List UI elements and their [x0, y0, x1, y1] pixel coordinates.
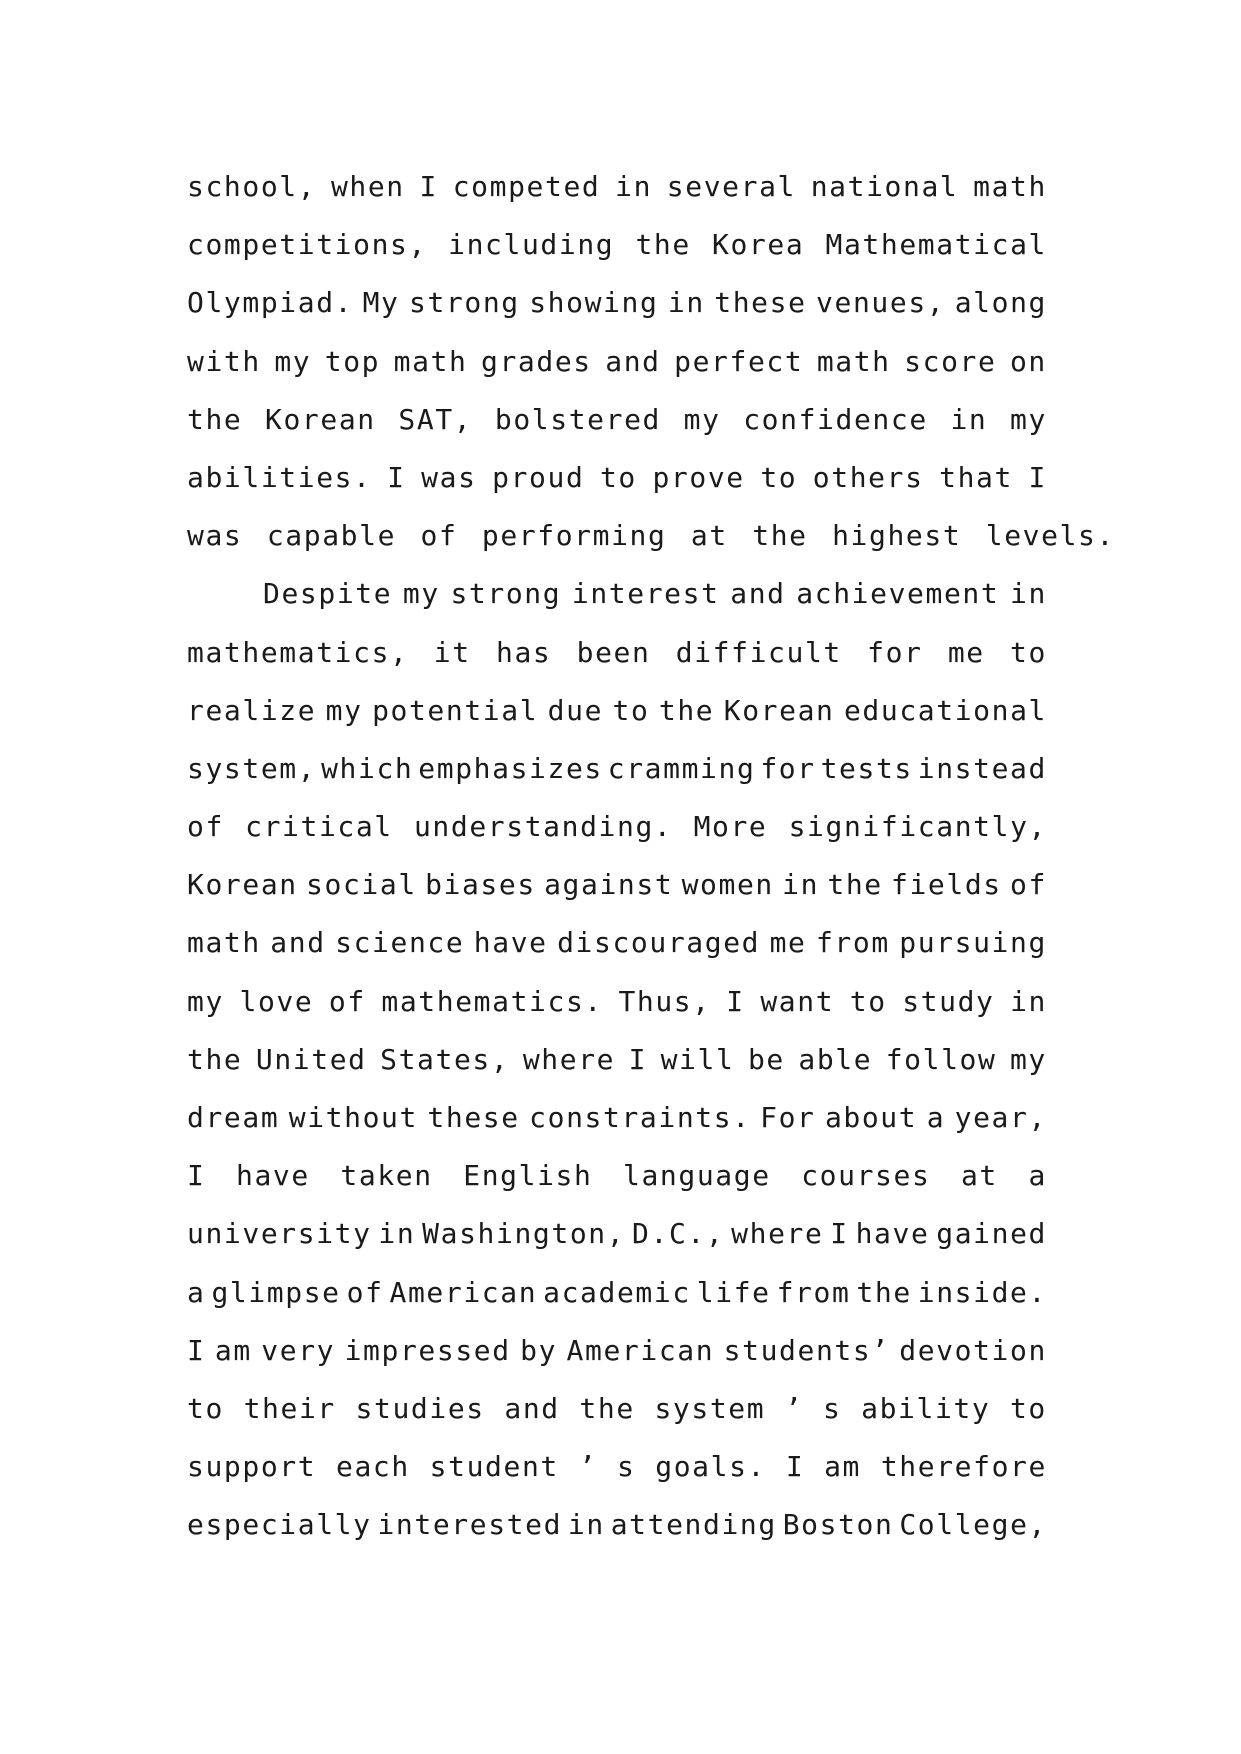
word: I	[419, 170, 438, 203]
word: s	[822, 1391, 842, 1425]
word: science	[335, 926, 465, 960]
word: my	[325, 693, 363, 727]
word: in	[667, 286, 705, 320]
word: the	[187, 1042, 243, 1076]
word: Despite	[263, 577, 393, 611]
word: and	[730, 577, 786, 611]
word: be	[747, 1042, 785, 1076]
word: their	[243, 1391, 336, 1425]
word: Thus,	[618, 984, 711, 1018]
word: support	[187, 1450, 317, 1484]
word: competitions,	[187, 228, 427, 262]
word: where	[522, 1042, 616, 1076]
word: study	[902, 984, 995, 1018]
word: have	[473, 926, 548, 960]
word: math	[187, 926, 261, 960]
word: will	[660, 1042, 735, 1076]
word: was	[421, 460, 477, 494]
word: have	[236, 1159, 310, 1193]
word: these	[714, 286, 807, 320]
word: achievement	[796, 577, 1000, 611]
word: in	[950, 402, 988, 436]
word: my	[683, 402, 721, 436]
word: I	[628, 1042, 648, 1076]
word: score	[904, 344, 997, 378]
word: follow	[885, 1042, 997, 1076]
word: about	[824, 1101, 918, 1134]
word: a	[187, 1275, 206, 1309]
word: mathematics.	[381, 984, 603, 1018]
word: am	[824, 1450, 862, 1484]
word: life	[696, 1275, 771, 1309]
word: from	[815, 926, 890, 960]
word: love	[239, 984, 314, 1018]
word: fields	[891, 868, 1002, 902]
word: gained	[936, 1217, 1047, 1251]
word: for	[867, 635, 923, 669]
word: D.C.,	[632, 1217, 725, 1251]
word: a	[1028, 1159, 1047, 1193]
text-line	[187, 1147, 1047, 1205]
text-line	[187, 1264, 1047, 1322]
word: mathematics,	[187, 635, 409, 669]
word: a	[926, 1101, 946, 1134]
word: where	[731, 1217, 824, 1251]
word: math	[973, 170, 1047, 203]
text-line	[187, 798, 1047, 856]
word: perfect	[674, 344, 804, 378]
word: want	[760, 984, 835, 1018]
text-line	[187, 1438, 1047, 1496]
word: the	[635, 228, 691, 262]
word: at	[960, 1159, 998, 1193]
word: school,	[187, 170, 317, 203]
word: Mathematical	[825, 228, 1047, 262]
word: therefore	[880, 1450, 1047, 1484]
word: educational	[843, 693, 1047, 727]
text-line: was capable of performing at the highest levels.	[187, 519, 1115, 553]
word: proud	[492, 460, 585, 494]
word: to	[849, 984, 887, 1018]
word: Washington,	[422, 1217, 626, 1251]
text-line	[187, 274, 1047, 332]
word: without	[288, 1101, 418, 1134]
word: national	[810, 170, 959, 203]
word: showing	[529, 286, 659, 320]
word: Korean	[187, 868, 298, 902]
word: interested	[377, 1508, 563, 1542]
word: My	[362, 286, 400, 320]
word: in	[615, 170, 653, 203]
word: and	[605, 344, 661, 378]
word: university	[187, 1217, 372, 1251]
text-line	[187, 1380, 1047, 1438]
word: interest	[571, 577, 720, 611]
word: SAT,	[398, 402, 473, 436]
word: my	[402, 577, 440, 611]
word: these	[427, 1101, 520, 1134]
word: devotion	[899, 1333, 1047, 1367]
word: Korean	[265, 402, 376, 436]
word: competed	[452, 170, 601, 203]
word: me	[947, 635, 985, 669]
word: discouraged	[557, 926, 761, 960]
word: to	[1009, 1391, 1047, 1425]
word: Korean	[723, 693, 835, 727]
text-line	[187, 740, 1047, 798]
word: academic	[543, 1275, 691, 1309]
word: biases	[425, 868, 536, 902]
word: United	[255, 1042, 367, 1076]
word: on	[1009, 344, 1047, 378]
text-line	[187, 624, 1047, 682]
word: top	[324, 344, 381, 378]
word: I	[1028, 460, 1047, 494]
word: grades	[480, 344, 592, 378]
word: when	[330, 170, 405, 203]
word: including	[448, 228, 615, 262]
word: to	[1010, 635, 1047, 669]
word: of	[346, 1275, 384, 1309]
word: the	[856, 1275, 912, 1309]
word: social	[306, 868, 417, 902]
word: along	[954, 286, 1047, 320]
word: my	[187, 984, 224, 1018]
word: and	[504, 1391, 560, 1425]
word: ’	[578, 1450, 598, 1484]
word: able	[798, 1042, 873, 1076]
word: tests	[820, 751, 913, 785]
text-line	[187, 333, 1047, 391]
word: that	[939, 460, 1013, 494]
word: due	[547, 693, 604, 727]
word: very	[261, 1333, 336, 1367]
word: cramming	[607, 751, 756, 785]
word: critical	[245, 810, 393, 844]
word: pursuing	[899, 926, 1047, 960]
word: in	[782, 868, 820, 902]
word: my	[274, 344, 312, 378]
word: I	[187, 1159, 206, 1193]
word: and	[270, 926, 326, 960]
word: to	[599, 460, 637, 494]
word: s	[616, 1450, 636, 1484]
word: confidence	[743, 402, 928, 436]
word: College,	[899, 1508, 1047, 1542]
text-line	[187, 682, 1047, 740]
word: which	[321, 751, 414, 785]
word: strong	[450, 577, 562, 611]
word: been	[576, 635, 651, 669]
word: significantly,	[788, 810, 1047, 844]
word: especially	[187, 1508, 372, 1542]
word: instead	[917, 751, 1047, 785]
word: attending	[610, 1508, 777, 1542]
word: has	[495, 635, 552, 669]
word: Korea	[712, 228, 805, 262]
text-line	[187, 973, 1047, 1031]
word: emphasizes	[418, 751, 603, 785]
word: prove	[652, 460, 745, 494]
word: difficult	[675, 635, 842, 669]
text-line	[187, 1322, 1047, 1380]
text-line	[187, 1205, 1047, 1263]
word: glimpse	[211, 1275, 341, 1309]
word: of	[1010, 868, 1047, 902]
word: courses	[801, 1159, 931, 1193]
word: math	[393, 344, 468, 378]
text-line	[187, 1496, 1047, 1554]
word: studies	[355, 1391, 485, 1425]
word: For	[760, 1101, 816, 1134]
word: States,	[380, 1042, 510, 1076]
word: it	[433, 635, 471, 669]
word: in	[1010, 984, 1047, 1018]
word: to	[612, 693, 650, 727]
word: the	[187, 402, 243, 436]
text-line	[187, 1031, 1047, 1089]
word: bolstered	[494, 402, 662, 436]
word: the	[579, 1391, 635, 1425]
word: language	[623, 1159, 771, 1193]
word: year,	[954, 1101, 1047, 1134]
word: More	[693, 810, 768, 844]
word: am	[214, 1333, 252, 1367]
text-line	[187, 856, 1047, 914]
word: taken	[340, 1159, 433, 1193]
word: for	[760, 751, 816, 785]
word: against	[544, 868, 674, 902]
text-line	[187, 158, 1047, 216]
word: my	[1010, 402, 1047, 436]
word: from	[776, 1275, 851, 1309]
word: by	[520, 1333, 558, 1367]
word: Boston	[782, 1508, 894, 1542]
word: goals.	[655, 1450, 766, 1484]
word: students’	[723, 1333, 890, 1367]
text-line	[187, 1089, 1047, 1147]
word: math	[816, 344, 891, 378]
word: Olympiad.	[187, 286, 354, 320]
word: have	[855, 1217, 930, 1251]
word: others	[812, 460, 924, 494]
word: each	[336, 1450, 410, 1484]
word: ’	[784, 1391, 804, 1425]
word: realize	[187, 693, 317, 727]
word: understanding.	[413, 810, 673, 844]
text-line	[187, 914, 1047, 972]
word: my	[1009, 1042, 1047, 1076]
word: to	[760, 460, 798, 494]
word: dream	[187, 1101, 280, 1134]
text-line	[187, 565, 1047, 623]
word: women	[681, 868, 774, 902]
word: American	[389, 1275, 538, 1309]
word: in	[378, 1217, 416, 1251]
word: impressed	[344, 1333, 511, 1367]
text-line	[187, 391, 1047, 449]
word: English	[463, 1159, 593, 1193]
word: the	[658, 693, 715, 727]
word: I	[785, 1450, 805, 1484]
word: in	[567, 1508, 605, 1542]
word: system,	[187, 751, 317, 785]
word: strong	[408, 286, 520, 320]
word: American	[566, 1333, 715, 1367]
word: venues,	[816, 286, 946, 320]
word: I	[187, 1333, 206, 1367]
word: me	[769, 926, 807, 960]
word: I	[387, 460, 406, 494]
word: to	[187, 1391, 224, 1425]
word: potential	[372, 693, 539, 727]
word: ability	[861, 1391, 991, 1425]
body-text	[187, 158, 1115, 1555]
word: of	[187, 810, 224, 844]
word: student	[429, 1450, 559, 1484]
word: constraints.	[529, 1101, 751, 1134]
text-line	[187, 216, 1047, 274]
word: I	[726, 984, 745, 1018]
word: system	[654, 1391, 766, 1425]
word: I	[830, 1217, 849, 1251]
word: with	[187, 344, 261, 378]
word: several	[666, 170, 796, 203]
word: in	[1010, 577, 1047, 611]
word: of	[328, 984, 366, 1018]
word: inside.	[917, 1275, 1047, 1309]
text-line	[187, 449, 1047, 507]
word: abilities.	[187, 460, 372, 494]
word: the	[827, 868, 883, 902]
